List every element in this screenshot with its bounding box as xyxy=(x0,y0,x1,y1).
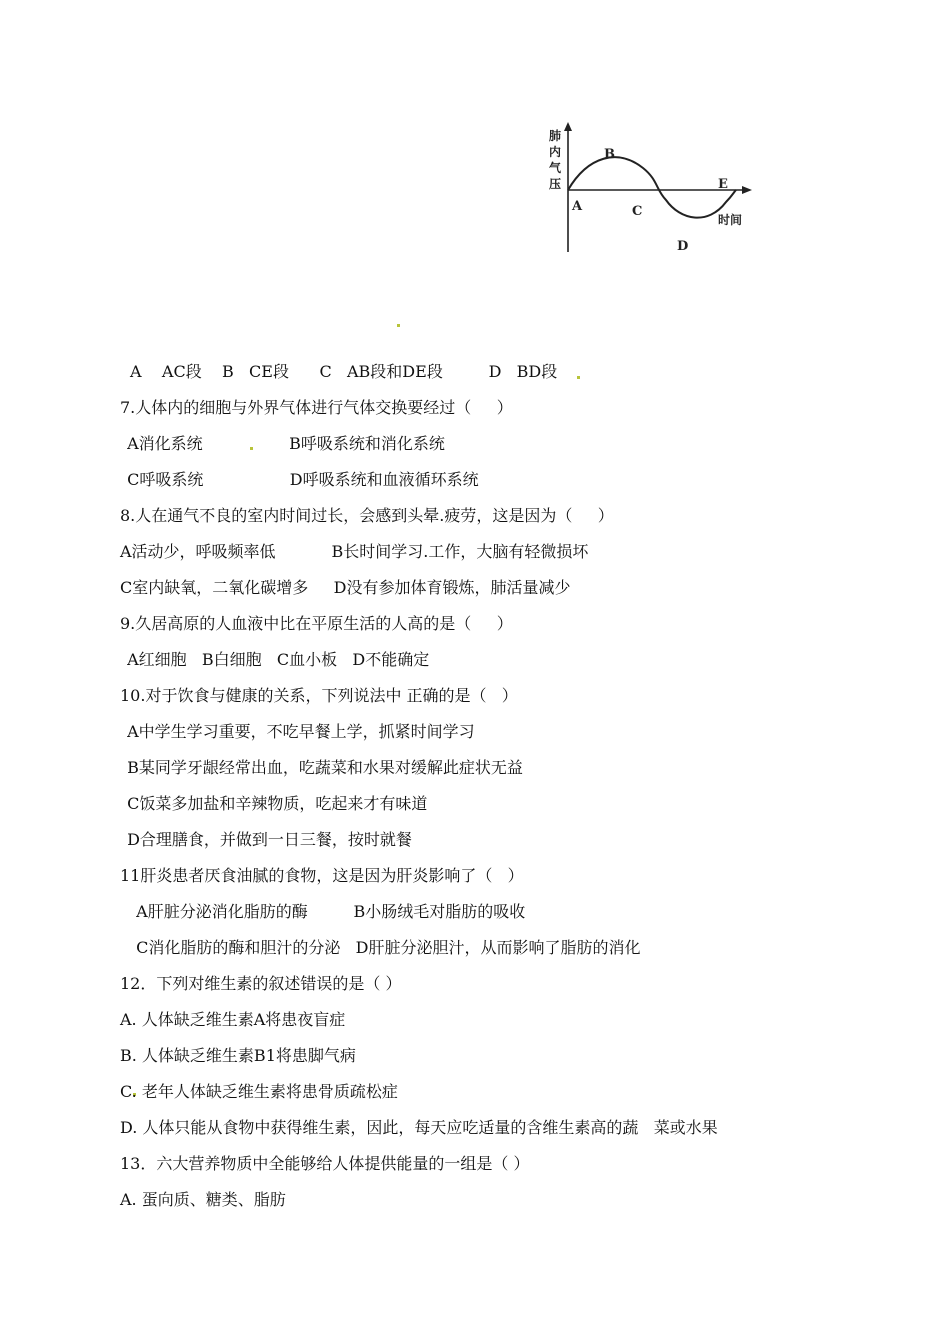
question-10: 10.对于饮食与健康的关系，下列说法中 正确的是（ ） xyxy=(120,686,518,705)
pressure-curve xyxy=(568,157,736,217)
option-line: C消化脂肪的酶和胆汁的分泌 D肝脏分泌胆汁，从而影响了脂肪的消化 xyxy=(126,938,641,957)
lung-pressure-graph xyxy=(548,118,758,258)
option-line: C呼吸系统 D呼吸系统和血液循环系统 xyxy=(122,470,479,489)
x-axis-label: 时间 xyxy=(718,213,743,227)
answer-options-q6: A AC段 B CE段 C AB段和DE段 D BD段 xyxy=(130,362,558,381)
y-axis-arrow xyxy=(564,122,572,131)
y-label-char-1: 肺 xyxy=(549,129,562,143)
question-8: 8.人在通气不良的室内时间过长，会感到头晕.疲劳，这是因为（ ） xyxy=(120,506,614,525)
y-label-char-4: 压 xyxy=(549,177,562,191)
option-line: A红细胞 B白细胞 C血小板 D不能确定 xyxy=(122,650,430,669)
point-label-c: C xyxy=(632,204,643,219)
option-line: D. 人体只能从食物中获得维生素，因此，每天应吃适量的含维生素高的蔬 菜或水果 xyxy=(120,1118,718,1137)
option-line: C室内缺氧，二氧化碳增多 D没有参加体育锻炼，肺活量减少 xyxy=(120,578,571,597)
scan-speck xyxy=(577,376,580,379)
x-axis-arrow xyxy=(742,186,752,194)
option-line: C. 老年人体缺乏维生素将患骨质疏松症 xyxy=(120,1082,398,1101)
point-label-e: E xyxy=(718,177,728,192)
option-line: A. 人体缺乏维生素A将患夜盲症 xyxy=(120,1010,346,1029)
y-label-char-2: 内 xyxy=(549,145,562,159)
option-line: A中学生学习重要，不吃早餐上学，抓紧时间学习 xyxy=(122,722,475,741)
option-line: A. 蛋向质、糖类、脂肪 xyxy=(120,1190,286,1209)
question-11: 11肝炎患者厌食油腻的食物，这是因为肝炎影响了（ ） xyxy=(120,866,524,885)
point-label-d: D xyxy=(677,239,689,254)
point-label-b: B xyxy=(604,147,615,162)
option-line: D合理膳食，并做到一日三餐，按时就餐 xyxy=(122,830,412,849)
question-12: 12．下列对维生素的叙述错误的是（ ） xyxy=(120,974,402,993)
question-9: 9.久居高原的人血液中比在平原生活的人高的是（ ） xyxy=(120,614,513,633)
option-line: B某同学牙龈经常出血，吃蔬菜和水果对缓解此症状无益 xyxy=(122,758,523,777)
option-line: B. 人体缺乏维生素B1将患脚气病 xyxy=(120,1046,356,1065)
option-line: A消化系统 B呼吸系统和消化系统 xyxy=(122,434,445,453)
point-label-a: A xyxy=(572,199,583,214)
option-line: A活动少，呼吸频率低 B长时间学习.工作，大脑有轻微损坏 xyxy=(120,542,589,561)
option-line: A肝脏分泌消化脂肪的酶 B小肠绒毛对脂肪的吸收 xyxy=(126,902,526,921)
y-label-char-3: 气 xyxy=(549,161,562,175)
question-13: 13．六大营养物质中全能够给人体提供能量的一组是（ ） xyxy=(120,1154,530,1173)
scan-speck xyxy=(397,324,400,327)
option-line: C饭菜多加盐和辛辣物质，吃起来才有味道 xyxy=(122,794,428,813)
question-7: 7.人体内的细胞与外界气体进行气体交换要经过（ ） xyxy=(120,398,513,417)
